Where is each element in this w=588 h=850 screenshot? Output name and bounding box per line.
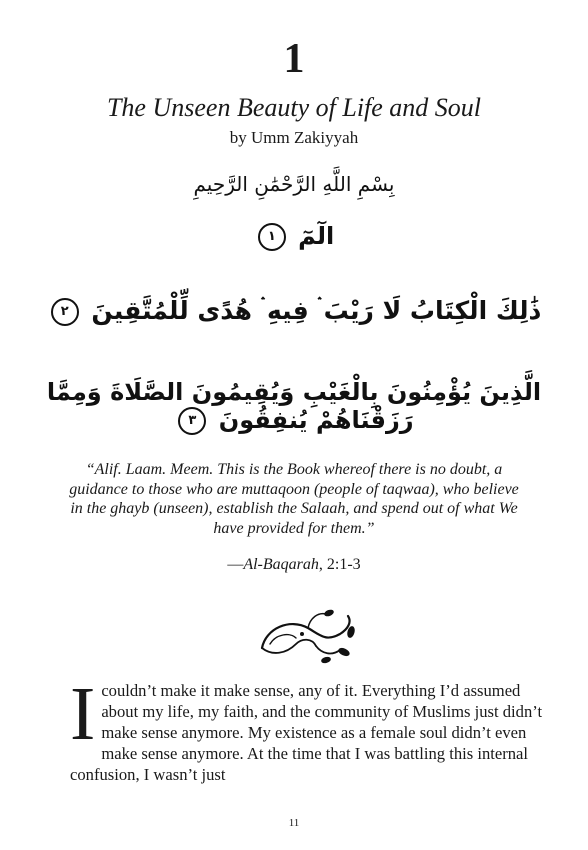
verse-2-marker: ٢ bbox=[51, 298, 79, 326]
body-text: couldn’t make it make sense, any of it. Everything I’d assumed about my life, my faith, and the community of Muslims just didn’t make sense anymore. My existence as a female soul didn’t even make sense anymore. At the time that I was battling this internal confusion, I wasn’t just bbox=[70, 681, 543, 784]
floral-ornament-icon bbox=[256, 604, 360, 666]
verse-3-marker: ٣ bbox=[178, 407, 206, 435]
quran-verse-3 bbox=[0, 378, 588, 435]
drop-cap: I bbox=[70, 672, 96, 756]
chapter-author: by Umm Zakiyyah bbox=[229, 128, 359, 147]
citation-dash: — bbox=[227, 556, 244, 573]
verse-3-text: الَّذِينَ يُؤْمِنُونَ بِالْغَيْبِ وَيُقِيمُونَ الصَّلَاةَ وَمِمَّا رَزَقْنَاهُمْ يُنفِقُونَ bbox=[46, 378, 542, 434]
verse-1-text: الٓمٓ bbox=[298, 222, 335, 250]
quran-verse-2 bbox=[0, 296, 588, 326]
quran-verse-1 bbox=[0, 222, 588, 251]
basmala: بِسْمِ اللَّهِ الرَّحْمَٰنِ الرَّحِيمِ bbox=[193, 172, 395, 196]
citation-verses: , 2:1-3 bbox=[318, 556, 361, 573]
verse-citation bbox=[0, 556, 588, 574]
chapter-number: 1 bbox=[283, 36, 305, 82]
body-paragraph bbox=[70, 672, 544, 785]
page-number: 11 bbox=[288, 817, 300, 829]
verse-translation: “Alif. Laam. Meem. This is the Book whereof there is no doubt, a guidance to those who are muttaqoon (people of taqwaa), who believe in the ghayb (unseen), establish the Salaah, and spend out of what We have provided for them.” bbox=[69, 461, 519, 537]
verse-1-marker: ١ bbox=[258, 223, 286, 251]
verse-2-text: ذَٰلِكَ الْكِتَابُ لَا رَيْبَ ۛ فِيهِ ۛ هُدًى لِّلْمُتَّقِينَ bbox=[91, 296, 542, 325]
citation-surah: Al-Baqarah bbox=[243, 556, 319, 573]
chapter-title: The Unseen Beauty of Life and Soul bbox=[106, 93, 482, 122]
